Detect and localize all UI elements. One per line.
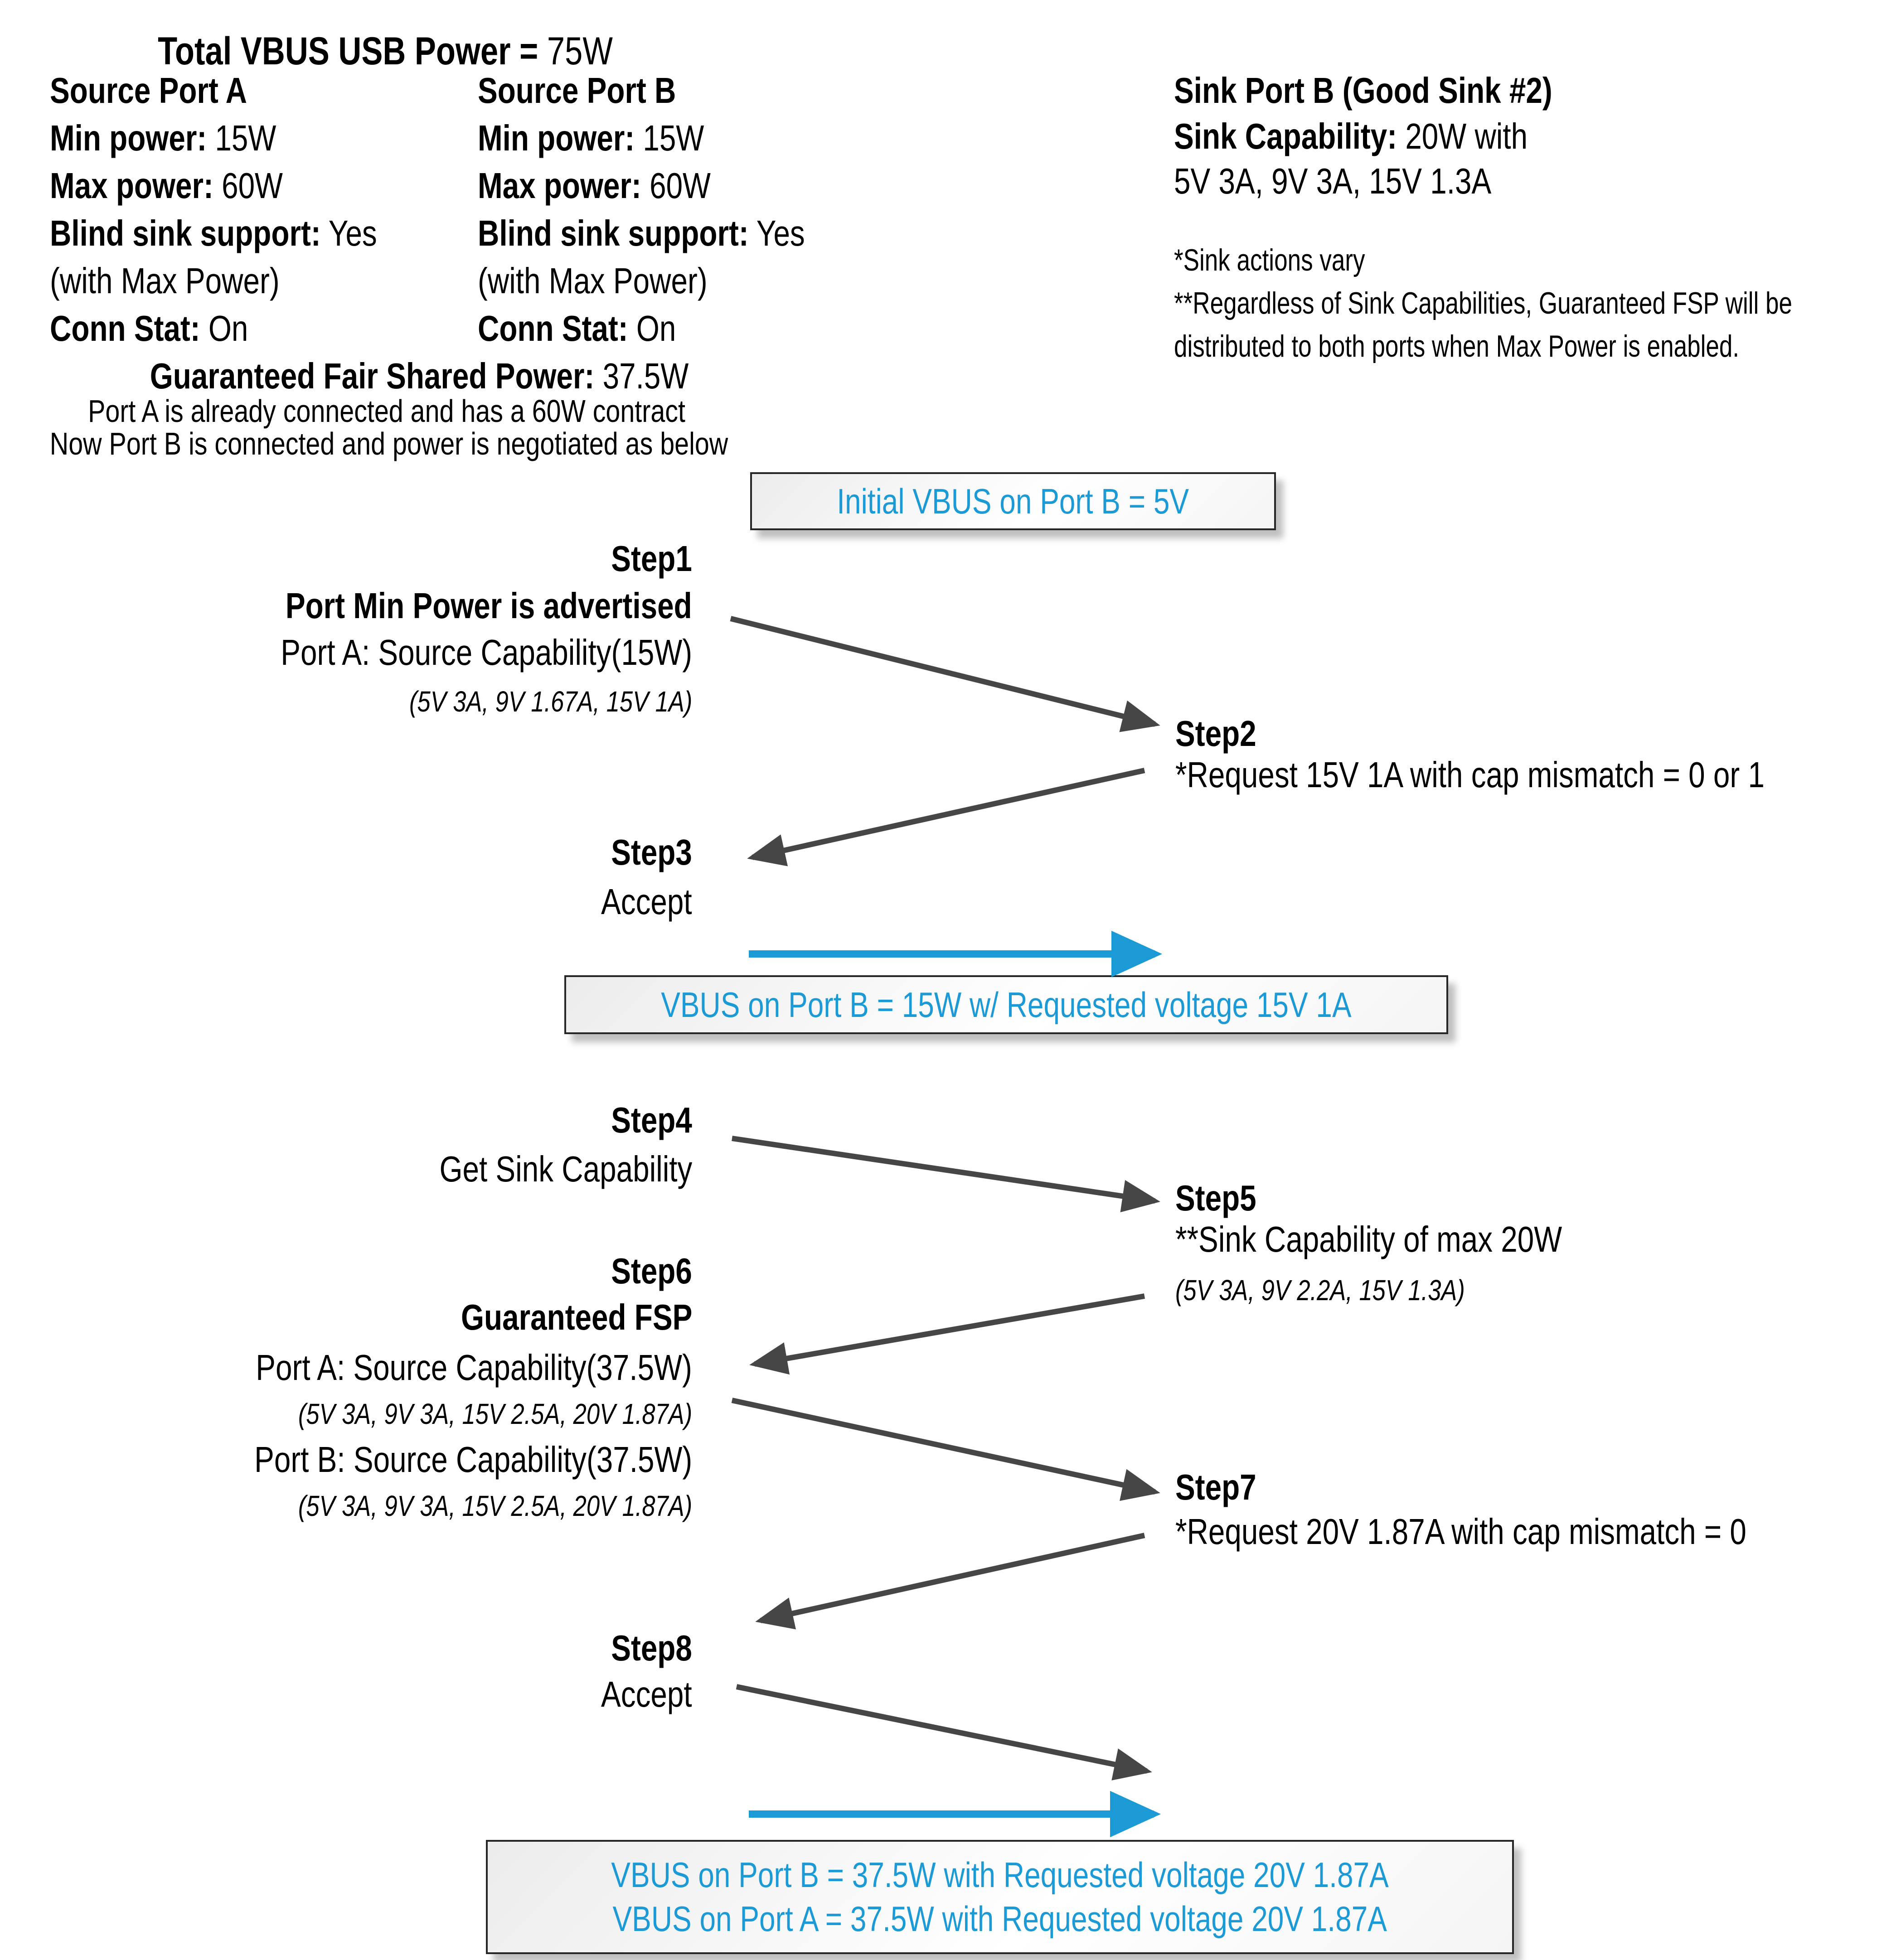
step8-line1: Accept bbox=[601, 1674, 692, 1714]
header-note-1: Port A is already connected and has a 60W contract bbox=[88, 393, 685, 429]
arrow-step1-to-step2 bbox=[731, 619, 1155, 724]
banner-final-vbus-line2: VBUS on Port A = 37.5W with Requested voltage 20V 1.87A bbox=[612, 1899, 1387, 1939]
port-a-min-power: Min power: 15W bbox=[50, 118, 276, 158]
port-a-max-power: Max power: 60W bbox=[50, 165, 283, 206]
port-b-title: Source Port B bbox=[478, 70, 676, 111]
step3-label: Step3 bbox=[611, 832, 692, 872]
sink-footnote-3: distributed to both ports when Max Power is enabled. bbox=[1174, 329, 1740, 363]
step1-line2: Port A: Source Capability(15W) bbox=[281, 632, 692, 673]
port-a-conn-stat: Conn Stat: On bbox=[50, 308, 248, 348]
step2-line1: *Request 15V 1A with cap mismatch = 0 or 1 bbox=[1175, 755, 1765, 795]
arrow-step8-to-contract bbox=[737, 1687, 1147, 1771]
arrow-step4-to-step5 bbox=[732, 1138, 1155, 1201]
step5-line2: (5V 3A, 9V 2.2A, 15V 1.3A) bbox=[1175, 1274, 1465, 1307]
sink-capability-line: Sink Capability: 20W with bbox=[1174, 116, 1528, 156]
port-a-title: Source Port A bbox=[50, 70, 247, 111]
port-b-max-power: Max power: 60W bbox=[478, 165, 711, 206]
diagram-title-label: Total VBUS USB Power = bbox=[158, 29, 538, 73]
diagram-title-value: 75W bbox=[538, 29, 613, 73]
sink-footnote-1: *Sink actions vary bbox=[1174, 243, 1365, 277]
port-a-blind-sink: Blind sink support: Yes bbox=[50, 213, 377, 253]
step6-line5: (5V 3A, 9V 3A, 15V 2.5A, 20V 1.87A) bbox=[298, 1490, 692, 1522]
port-b-min-power: Min power: 15W bbox=[478, 118, 704, 158]
arrow-step7-to-step8 bbox=[761, 1535, 1144, 1621]
step6-line4: Port B: Source Capability(37.5W) bbox=[254, 1439, 692, 1480]
step6-line2: Port A: Source Capability(37.5W) bbox=[256, 1347, 692, 1388]
banner-vbus-15w-text: VBUS on Port B = 15W w/ Requested voltage 15V 1A bbox=[661, 984, 1352, 1025]
sink-capability-detail: 5V 3A, 9V 3A, 15V 1.3A bbox=[1174, 161, 1492, 201]
arrow-step5-to-step6 bbox=[755, 1296, 1144, 1364]
step4-line1: Get Sink Capability bbox=[439, 1149, 692, 1189]
step8-label: Step8 bbox=[611, 1628, 692, 1668]
guaranteed-fsp-line: Guaranteed Fair Shared Power: 37.5W bbox=[150, 356, 689, 396]
header-note-2: Now Port B is connected and power is negotiated as below bbox=[49, 426, 728, 461]
sink-footnote-2: **Regardless of Sink Capabilities, Guaranteed FSP will be bbox=[1174, 286, 1793, 320]
step1-line3: (5V 3A, 9V 1.67A, 15V 1A) bbox=[409, 685, 692, 718]
step4-label: Step4 bbox=[611, 1100, 692, 1140]
banner-initial-vbus-text: Initial VBUS on Port B = 5V bbox=[837, 481, 1189, 521]
step2-label: Step2 bbox=[1175, 713, 1256, 754]
banner-final-vbus-line1: VBUS on Port B = 37.5W with Requested voltage 20V 1.87A bbox=[611, 1855, 1389, 1895]
sink-port-b-title: Sink Port B (Good Sink #2) bbox=[1174, 70, 1552, 111]
step1-line1: Port Min Power is advertised bbox=[286, 586, 692, 626]
port-b-blind-note: (with Max Power) bbox=[478, 261, 708, 301]
arrow-step2-to-step3 bbox=[752, 770, 1144, 857]
port-a-blind-note: (with Max Power) bbox=[50, 261, 280, 301]
arrow-step6-to-step7 bbox=[732, 1400, 1155, 1492]
step7-label: Step7 bbox=[1175, 1467, 1256, 1507]
step5-line1: **Sink Capability of max 20W bbox=[1175, 1219, 1562, 1259]
step3-line1: Accept bbox=[601, 881, 692, 922]
step6-line3: (5V 3A, 9V 3A, 15V 2.5A, 20V 1.87A) bbox=[298, 1398, 692, 1430]
port-b-blind-sink: Blind sink support: Yes bbox=[478, 213, 805, 253]
step6-label: Step6 bbox=[611, 1251, 692, 1291]
step1-label: Step1 bbox=[611, 538, 692, 579]
step6-line1: Guaranteed FSP bbox=[461, 1297, 692, 1337]
step7-line1: *Request 20V 1.87A with cap mismatch = 0 bbox=[1175, 1511, 1746, 1552]
port-b-conn-stat: Conn Stat: On bbox=[478, 308, 676, 348]
step5-label: Step5 bbox=[1175, 1178, 1256, 1218]
